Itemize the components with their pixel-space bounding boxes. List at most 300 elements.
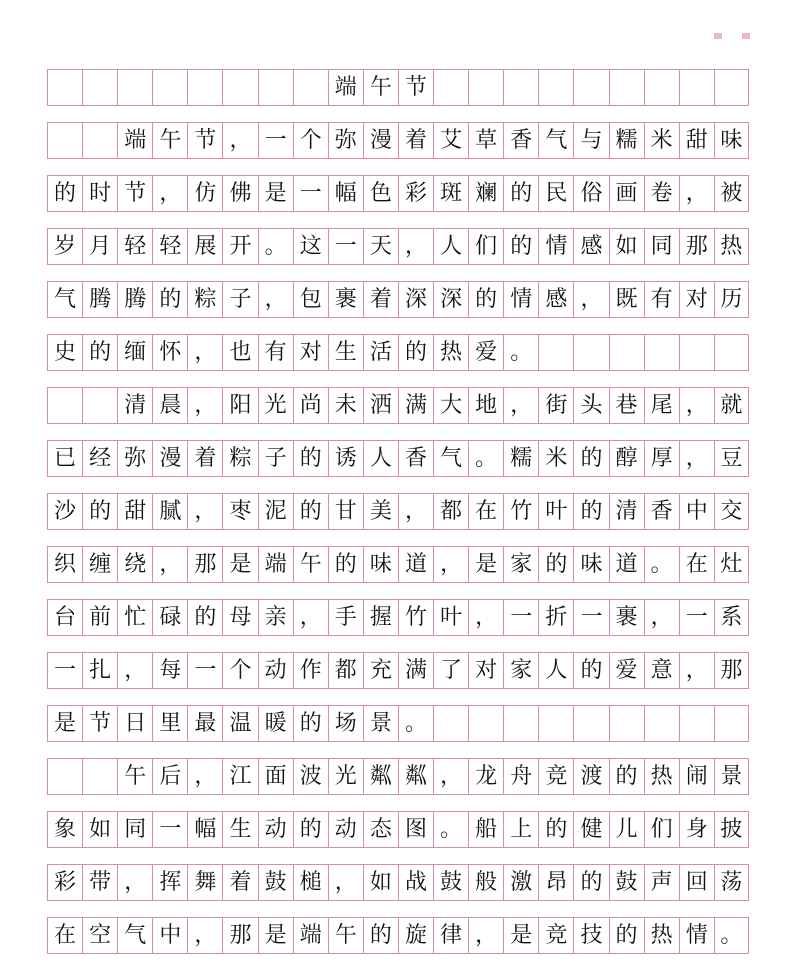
grid-cell: 既 [609, 282, 644, 318]
grid-cell: 裹 [609, 600, 644, 636]
grid-cell: 的 [82, 494, 117, 530]
grid-cell: 一 [293, 176, 328, 212]
grid-cell: 色 [363, 176, 398, 212]
grid-cell: 同 [117, 812, 152, 848]
grid-cell: 的 [538, 812, 573, 848]
grid-cell: 的 [503, 176, 538, 212]
grid-cell: ， [433, 547, 468, 583]
grid-cell: 节 [82, 706, 117, 742]
grid-cell: 交 [714, 494, 749, 530]
grid-cell: 在 [468, 494, 503, 530]
grid-cell: 情 [679, 918, 714, 954]
grid-cell: 腾 [117, 282, 152, 318]
grid-cell: 历 [714, 282, 749, 318]
grid-cell: 爱 [468, 335, 503, 371]
grid-cell [82, 388, 117, 424]
grid-row [47, 282, 749, 318]
grid-cell: 图 [398, 812, 433, 848]
grid-cell: 缠 [82, 547, 117, 583]
grid-cell: 的 [609, 918, 644, 954]
grid-cell: 诱 [328, 441, 363, 477]
grid-cell [468, 70, 503, 106]
grid-cell: ， [679, 176, 714, 212]
grid-cell: ， [468, 918, 503, 954]
grid-cell [293, 70, 328, 106]
grid-cell: 是 [258, 918, 293, 954]
grid-cell [503, 70, 538, 106]
grid-cell: 香 [644, 494, 679, 530]
grid-cell: 香 [398, 441, 433, 477]
grid-cell: 都 [328, 653, 363, 689]
grid-cell: 的 [187, 600, 222, 636]
grid-cell [573, 335, 608, 371]
grid-cell: 日 [117, 706, 152, 742]
grid-cell: 气 [47, 282, 82, 318]
grid-cell: 的 [328, 547, 363, 583]
grid-cell: 佛 [222, 176, 257, 212]
grid-cell: 巷 [609, 388, 644, 424]
grid-cell: 午 [152, 123, 187, 159]
grid-cell: 糯 [503, 441, 538, 477]
grid-cell: 战 [398, 865, 433, 901]
grid-cell: 枣 [222, 494, 257, 530]
grid-cell: 作 [293, 653, 328, 689]
grid-row [47, 706, 749, 742]
grid-cell: 同 [644, 229, 679, 265]
grid-cell: 如 [609, 229, 644, 265]
grid-cell: 着 [363, 282, 398, 318]
grid-cell: 情 [503, 282, 538, 318]
grid-row [47, 494, 749, 530]
grid-cell: 未 [328, 388, 363, 424]
grid-cell: 中 [152, 918, 187, 954]
grid-cell: 热 [433, 335, 468, 371]
grid-cell: 热 [644, 918, 679, 954]
grid-cell: 后 [152, 759, 187, 795]
grid-cell: 竹 [398, 600, 433, 636]
grid-cell: 波 [293, 759, 328, 795]
grid-cell: 人 [538, 653, 573, 689]
grid-cell: 午 [293, 547, 328, 583]
grid-cell: 在 [679, 547, 714, 583]
grid-cell: 灶 [714, 547, 749, 583]
grid-cell: 也 [222, 335, 257, 371]
grid-cell: ， [187, 759, 222, 795]
grid-cell: 味 [573, 547, 608, 583]
grid-cell: 端 [117, 123, 152, 159]
grid-cell [573, 70, 608, 106]
grid-cell: 意 [644, 653, 679, 689]
grid-cell: 午 [328, 918, 363, 954]
grid-row [47, 441, 749, 477]
grid-cell: 已 [47, 441, 82, 477]
grid-cell: 如 [363, 865, 398, 901]
grid-cell: 船 [468, 812, 503, 848]
grid-cell: 家 [503, 653, 538, 689]
grid-cell: 腾 [82, 282, 117, 318]
grid-cell: ， [679, 653, 714, 689]
grid-cell: 民 [538, 176, 573, 212]
grid-cell: 美 [363, 494, 398, 530]
grid-cell: 对 [293, 335, 328, 371]
grid-cell: ， [187, 388, 222, 424]
grid-cell: 午 [117, 759, 152, 795]
grid-cell: 动 [328, 812, 363, 848]
grid-cell: 声 [644, 865, 679, 901]
grid-cell: 一 [258, 123, 293, 159]
grid-cell: 竞 [538, 918, 573, 954]
grid-cell: 味 [363, 547, 398, 583]
grid-cell: 仿 [187, 176, 222, 212]
grid-cell [187, 70, 222, 106]
grid-cell: 的 [468, 282, 503, 318]
grid-cell: 史 [47, 335, 82, 371]
grid-cell: 激 [503, 865, 538, 901]
grid-cell: 时 [82, 176, 117, 212]
grid-cell: 竞 [538, 759, 573, 795]
grid-cell: 身 [679, 812, 714, 848]
grid-cell: 对 [468, 653, 503, 689]
grid-cell: 儿 [609, 812, 644, 848]
grid-cell: 岁 [47, 229, 82, 265]
grid-cell: 月 [82, 229, 117, 265]
grid-cell: 。 [433, 812, 468, 848]
grid-cell: 幅 [187, 812, 222, 848]
grid-cell [503, 706, 538, 742]
grid-cell: ， [187, 918, 222, 954]
grid-cell: 一 [503, 600, 538, 636]
grid-cell: 画 [609, 176, 644, 212]
grid-cell [538, 706, 573, 742]
grid-cell: 弥 [117, 441, 152, 477]
grid-cell: 感 [538, 282, 573, 318]
grid-cell: ， [679, 441, 714, 477]
grid-cell: 竹 [503, 494, 538, 530]
grid-cell: 的 [573, 441, 608, 477]
grid-cell: 亲 [258, 600, 293, 636]
grid-cell: ， [398, 229, 433, 265]
grid-cell: 的 [293, 494, 328, 530]
grid-cell: 面 [258, 759, 293, 795]
grid-cell: 健 [573, 812, 608, 848]
grid-cell: 槌 [293, 865, 328, 901]
grid-cell: 般 [468, 865, 503, 901]
grid-cell: 生 [328, 335, 363, 371]
grid-cell: 甘 [328, 494, 363, 530]
grid-cell [679, 706, 714, 742]
grid-cell: 都 [433, 494, 468, 530]
grid-cell [714, 70, 749, 106]
manuscript-grid-paper [47, 69, 749, 971]
grid-row [47, 918, 749, 954]
grid-cell: 街 [538, 388, 573, 424]
grid-cell [609, 70, 644, 106]
grid-cell: 这 [293, 229, 328, 265]
grid-cell: 端 [328, 70, 363, 106]
grid-cell: 甜 [679, 123, 714, 159]
grid-cell: ， [328, 865, 363, 901]
grid-cell [538, 335, 573, 371]
grid-cell: 鼓 [433, 865, 468, 901]
grid-cell: 的 [398, 335, 433, 371]
grid-cell: 气 [538, 123, 573, 159]
grid-cell: 一 [47, 653, 82, 689]
grid-cell: 空 [82, 918, 117, 954]
grid-cell: ， [644, 600, 679, 636]
grid-cell: ， [187, 335, 222, 371]
grid-cell: 着 [222, 865, 257, 901]
grid-cell: ， [679, 388, 714, 424]
grid-cell: 豆 [714, 441, 749, 477]
grid-cell: 尚 [293, 388, 328, 424]
grid-cell: 沙 [47, 494, 82, 530]
grid-cell: 米 [538, 441, 573, 477]
grid-cell: 暖 [258, 706, 293, 742]
grid-row [47, 335, 749, 371]
grid-cell: 母 [222, 600, 257, 636]
grid-cell: 的 [363, 918, 398, 954]
grid-cell: 气 [117, 918, 152, 954]
grid-cell [47, 70, 82, 106]
grid-cell: 个 [293, 123, 328, 159]
grid-cell [714, 706, 749, 742]
grid-cell: 展 [187, 229, 222, 265]
grid-cell: 活 [363, 335, 398, 371]
grid-cell: 热 [714, 229, 749, 265]
grid-cell: 开 [222, 229, 257, 265]
grid-cell: 午 [363, 70, 398, 106]
grid-cell: 地 [468, 388, 503, 424]
grid-cell: 景 [714, 759, 749, 795]
grid-cell: 握 [363, 600, 398, 636]
grid-cell: 最 [187, 706, 222, 742]
grid-cell: 回 [679, 865, 714, 901]
grid-cell: 舟 [503, 759, 538, 795]
grid-cell: 旋 [398, 918, 433, 954]
grid-cell: 里 [152, 706, 187, 742]
grid-cell: 手 [328, 600, 363, 636]
grid-row [47, 229, 749, 265]
grid-cell: ， [573, 282, 608, 318]
grid-cell [222, 70, 257, 106]
grid-cell [117, 70, 152, 106]
grid-cell: 尾 [644, 388, 679, 424]
grid-cell: 厚 [644, 441, 679, 477]
grid-cell: 满 [398, 388, 433, 424]
grid-cell: 是 [468, 547, 503, 583]
grid-cell: 那 [222, 918, 257, 954]
grid-cell: 带 [82, 865, 117, 901]
grid-cell: 俗 [573, 176, 608, 212]
grid-cell: 甜 [117, 494, 152, 530]
grid-cell: 温 [222, 706, 257, 742]
grid-cell: 的 [573, 653, 608, 689]
grid-cell: 在 [47, 918, 82, 954]
grid-cell: 。 [258, 229, 293, 265]
grid-cell: 晨 [152, 388, 187, 424]
grid-cell: 一 [152, 812, 187, 848]
grid-cell [152, 70, 187, 106]
grid-cell: 系 [714, 600, 749, 636]
grid-cell: 一 [679, 600, 714, 636]
grid-cell: 有 [644, 282, 679, 318]
grid-cell: 态 [363, 812, 398, 848]
grid-cell: ， [222, 123, 257, 159]
grid-cell: 渡 [573, 759, 608, 795]
grid-cell [47, 123, 82, 159]
grid-cell: 幅 [328, 176, 363, 212]
grid-cell: 大 [433, 388, 468, 424]
grid-row [47, 176, 749, 212]
grid-cell: 轻 [152, 229, 187, 265]
grid-cell: 碌 [152, 600, 187, 636]
grid-cell: ， [187, 494, 222, 530]
grid-cell: 香 [503, 123, 538, 159]
grid-cell: 那 [714, 653, 749, 689]
grid-row [47, 653, 749, 689]
grid-cell: 充 [363, 653, 398, 689]
grid-cell: 景 [363, 706, 398, 742]
grid-cell [433, 70, 468, 106]
grid-cell: 漫 [363, 123, 398, 159]
grid-cell: 的 [152, 282, 187, 318]
grid-cell: 深 [433, 282, 468, 318]
grid-cell [644, 706, 679, 742]
grid-cell: 米 [644, 123, 679, 159]
grid-cell: 律 [433, 918, 468, 954]
grid-cell: 们 [468, 229, 503, 265]
grid-cell: 的 [573, 865, 608, 901]
grid-row [47, 600, 749, 636]
grid-cell: 粽 [187, 282, 222, 318]
grid-cell [82, 123, 117, 159]
grid-cell: 那 [187, 547, 222, 583]
grid-cell: 是 [222, 547, 257, 583]
grid-cell: 满 [398, 653, 433, 689]
grid-cell: 爱 [609, 653, 644, 689]
grid-cell: 有 [258, 335, 293, 371]
grid-cell: 着 [187, 441, 222, 477]
grid-cell [644, 335, 679, 371]
grid-cell: 洒 [363, 388, 398, 424]
grid-cell: 的 [538, 547, 573, 583]
grid-cell: 怀 [152, 335, 187, 371]
grid-cell: 荡 [714, 865, 749, 901]
grid-cell: 情 [538, 229, 573, 265]
grid-cell: 是 [47, 706, 82, 742]
grid-cell: 那 [679, 229, 714, 265]
grid-cell: 的 [573, 494, 608, 530]
grid-cell: 叶 [433, 600, 468, 636]
grid-cell: 对 [679, 282, 714, 318]
grid-cell: 裹 [328, 282, 363, 318]
grid-cell [433, 706, 468, 742]
grid-cell: 泥 [258, 494, 293, 530]
grid-cell [47, 759, 82, 795]
grid-cell: 是 [503, 918, 538, 954]
grid-cell: 清 [609, 494, 644, 530]
grid-cell: 如 [82, 812, 117, 848]
grid-cell: 的 [609, 759, 644, 795]
grid-cell: 节 [117, 176, 152, 212]
grid-cell: 的 [293, 706, 328, 742]
grid-cell: ， [117, 865, 152, 901]
grid-row [47, 70, 749, 106]
grid-cell: 家 [503, 547, 538, 583]
grid-cell: 轻 [117, 229, 152, 265]
grid-cell: 动 [258, 812, 293, 848]
grid-cell: ， [293, 600, 328, 636]
grid-cell: 生 [222, 812, 257, 848]
grid-cell: 的 [503, 229, 538, 265]
grid-cell: 动 [258, 653, 293, 689]
grid-cell: 腻 [152, 494, 187, 530]
grid-cell: 人 [363, 441, 398, 477]
grid-cell [47, 388, 82, 424]
grid-cell: 粼 [398, 759, 433, 795]
grid-cell: 扎 [82, 653, 117, 689]
grid-cell: ， [258, 282, 293, 318]
grid-cell: 被 [714, 176, 749, 212]
grid-cell: 斑 [433, 176, 468, 212]
grid-cell: 一 [573, 600, 608, 636]
grid-cell: 道 [398, 547, 433, 583]
grid-cell: 龙 [468, 759, 503, 795]
grid-cell: 忙 [117, 600, 152, 636]
grid-cell: ， [152, 547, 187, 583]
grid-cell: 中 [679, 494, 714, 530]
grid-cell [258, 70, 293, 106]
grid-cell: 挥 [152, 865, 187, 901]
grid-row [47, 123, 749, 159]
grid-cell: ， [433, 759, 468, 795]
grid-row [47, 388, 749, 424]
grid-cell: ， [398, 494, 433, 530]
grid-cell: 台 [47, 600, 82, 636]
grid-cell: 子 [222, 282, 257, 318]
grid-cell: 的 [293, 812, 328, 848]
grid-cell: 织 [47, 547, 82, 583]
grid-cell: 与 [573, 123, 608, 159]
grid-cell: 光 [328, 759, 363, 795]
grid-cell: 漫 [152, 441, 187, 477]
grid-cell: 味 [714, 123, 749, 159]
grid-cell: 粽 [222, 441, 257, 477]
grid-cell: 。 [468, 441, 503, 477]
grid-cell: 们 [644, 812, 679, 848]
grid-cell: ， [468, 600, 503, 636]
grid-cell [468, 706, 503, 742]
grid-cell: 端 [293, 918, 328, 954]
grid-cell: 每 [152, 653, 187, 689]
grid-cell: 舞 [187, 865, 222, 901]
grid-cell: 节 [187, 123, 222, 159]
grid-cell: 就 [714, 388, 749, 424]
grid-cell: 子 [258, 441, 293, 477]
grid-row [47, 865, 749, 901]
grid-cell: 醇 [609, 441, 644, 477]
grid-cell: 昂 [538, 865, 573, 901]
grid-cell: 热 [644, 759, 679, 795]
grid-cell [82, 759, 117, 795]
grid-cell: 。 [644, 547, 679, 583]
grid-cell: 包 [293, 282, 328, 318]
grid-cell: 的 [82, 335, 117, 371]
grid-cell: 前 [82, 600, 117, 636]
grid-cell: 缅 [117, 335, 152, 371]
grid-cell: 感 [573, 229, 608, 265]
grid-cell [679, 335, 714, 371]
